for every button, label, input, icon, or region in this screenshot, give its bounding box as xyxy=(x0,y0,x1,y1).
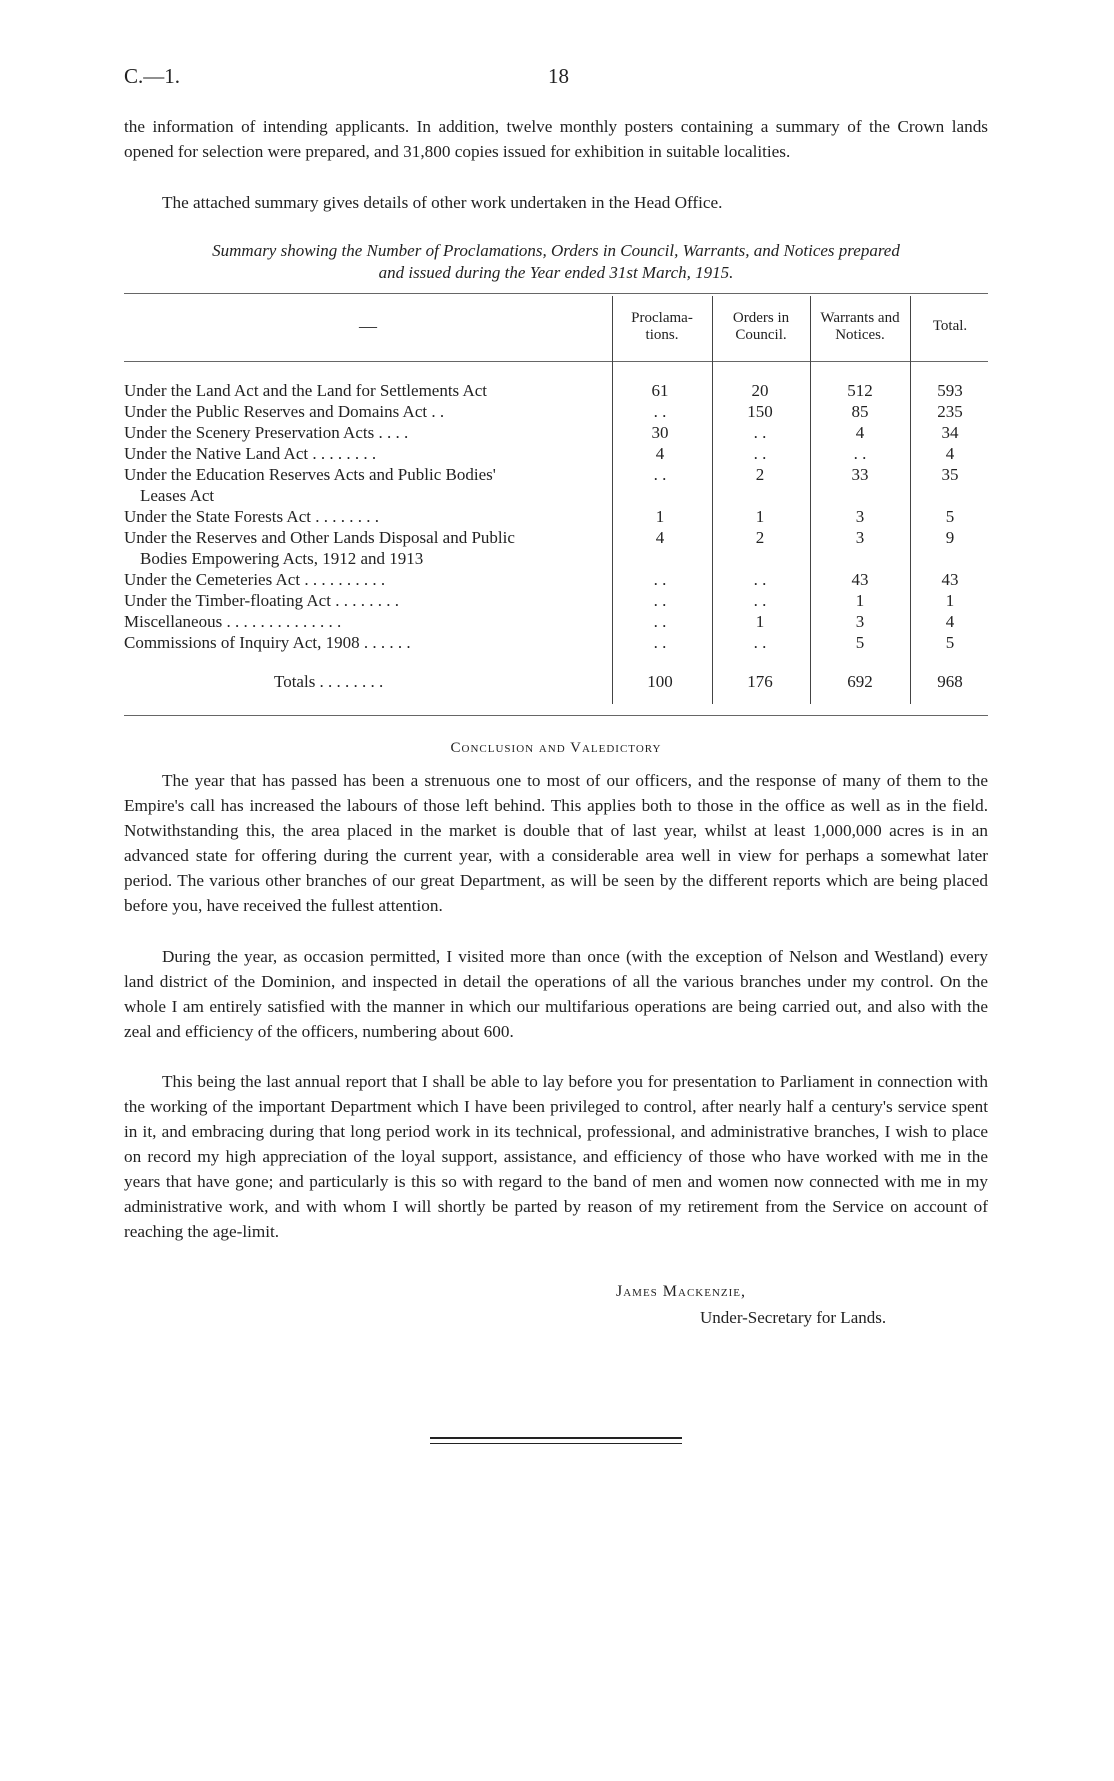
end-rule xyxy=(430,1443,682,1444)
end-rule xyxy=(430,1437,682,1439)
column-header-proclamations xyxy=(612,310,712,344)
table-cell-warrants: 43 xyxy=(851,570,869,589)
table-cell-orders: 1 xyxy=(755,612,765,631)
table-cell-proclamations: . . xyxy=(653,465,667,484)
column-header-total: Total. xyxy=(932,318,968,334)
table-cell-total: 5 xyxy=(945,633,955,652)
intro-paragraph: the information of intending applicants. In addition, twelve monthly posters containing a summary of the Crown lands opened for selection were prepared, and 31,800 copies issued for exhibition in suitable localities. xyxy=(124,117,988,161)
column-header-description: — xyxy=(359,316,377,336)
table-cell-orders: 20 xyxy=(751,381,769,400)
table-cell-total: 593 xyxy=(937,381,963,400)
conclusion-paragraph-1: The year that has passed has been a strenuous one to most of our officers, and the response of many of them to the Empire's call has increased the labours of those left behind. This applies both to those in the office as well as in the field. Notwithstanding this, the area placed in the market is double that of last year, whilst at least 1,000,000 acres is in an advanced state for offering during the current year, with a considerable area well in view for perhaps a somewhat later period. The various other branches of our great Department, as will be seen by the different reports which are being placed before you, have received the fullest attention. xyxy=(124,771,988,915)
table-totals-label: Totals . . . . . . . . xyxy=(274,672,384,691)
table-cell-warrants: 3 xyxy=(855,528,865,547)
table-cell-proclamations: 30 xyxy=(651,423,669,442)
column-header-line: Notices. xyxy=(835,327,885,343)
table-row-label: Under the Public Reserves and Domains Act . . xyxy=(124,402,445,421)
table-cell-proclamations: 4 xyxy=(655,528,665,547)
table-cell-total: 35 xyxy=(941,465,959,484)
table-cell-warrants: 1 xyxy=(855,591,865,610)
conclusion-paragraph-3: This being the last annual report that I shall be able to lay before you for presentation to Parliament in connection with the working of the important Department which I have been privileged to control, after nearly half a century's service spent in it, and embracing during that long period work in its technical, professional, and administrative branches, I wish to place on record my high appreciation of the loyal support, assistance, and efficiency of those who have worked with me in the years that have gone; and particularly is this so with regard to the band of men and women now connected with me in my administrative work, and with whom I will shortly be parted by reason of my retirement from the Service on account of reaching the age-limit. xyxy=(124,1072,988,1241)
table-row-label: Under the Native Land Act . . . . . . . . xyxy=(124,444,377,463)
table-bottom-rule xyxy=(124,715,988,716)
table-cell-orders: . . xyxy=(753,591,767,610)
table-row-label: Miscellaneous . . . . . . . . . . . . . . xyxy=(124,612,342,631)
signatory-title: Under-Secretary for Lands. xyxy=(700,1308,887,1327)
column-header-warrants xyxy=(810,310,910,344)
table-row-label: Under the Cemeteries Act . . . . . . . . . . xyxy=(124,570,386,589)
table-row-label: Under the State Forests Act . . . . . . . . xyxy=(124,507,379,526)
table-cell-orders: . . xyxy=(753,423,767,442)
table-row-label-continued: Bodies Empowering Acts, 1912 and 1913 xyxy=(140,549,424,568)
column-header-line: Warrants and xyxy=(820,310,900,326)
table-cell-orders: . . xyxy=(753,444,767,463)
page-number: 18 xyxy=(548,64,569,88)
table-top-rule xyxy=(124,293,988,294)
table-cell-total: 34 xyxy=(941,423,959,442)
table-cell-proclamations: . . xyxy=(653,570,667,589)
signatory-name: James Mackenzie, xyxy=(616,1283,747,1300)
table-cell-total: 4 xyxy=(945,612,955,631)
table-cell-total: 235 xyxy=(937,402,963,421)
table-cell-orders: 2 xyxy=(755,528,765,547)
column-header-line: Council. xyxy=(735,327,787,343)
table-caption-line-2: and issued during the Year ended 31st March, 1915. xyxy=(378,263,734,282)
table-cell-proclamations: 61 xyxy=(651,381,669,400)
table-row-label: Under the Timber-floating Act . . . . . . . . xyxy=(124,591,399,610)
table-cell-total: 4 xyxy=(945,444,955,463)
table-cell-orders: . . xyxy=(753,633,767,652)
table-caption-line-1: Summary showing the Number of Proclamations, Orders in Council, Warrants, and Notices prepared xyxy=(212,241,900,260)
table-grand-total: 968 xyxy=(937,672,963,691)
table-cell-proclamations: 4 xyxy=(655,444,665,463)
table-cell-proclamations: . . xyxy=(653,612,667,631)
table-row-label: Commissions of Inquiry Act, 1908 . . . . . . xyxy=(124,633,411,652)
table-cell-warrants: 3 xyxy=(855,612,865,631)
table-row-label: Under the Education Reserves Acts and Public Bodies' xyxy=(124,465,496,484)
table-cell-proclamations: . . xyxy=(653,591,667,610)
table-total-warrants: 692 xyxy=(847,672,873,691)
table-row-label: Under the Land Act and the Land for Settlements Act xyxy=(124,381,488,400)
table-cell-proclamations: . . xyxy=(653,633,667,652)
table-cell-warrants: 4 xyxy=(855,423,865,442)
table-cell-total: 5 xyxy=(945,507,955,526)
table-header-rule xyxy=(124,361,988,362)
table-row-label: Under the Scenery Preservation Acts . . . . xyxy=(124,423,409,442)
column-header-orders xyxy=(712,310,810,344)
table-cell-orders: . . xyxy=(753,570,767,589)
table-cell-warrants: 33 xyxy=(851,465,869,484)
table-cell-total: 43 xyxy=(941,570,959,589)
table-cell-warrants: 85 xyxy=(851,402,869,421)
table-cell-orders: 150 xyxy=(747,402,773,421)
column-header-line: Orders in xyxy=(732,310,790,326)
conclusion-paragraph-2: During the year, as occasion permitted, I visited more than once (with the exception of Nelson and Westland) every land district of the Dominion, and inspected in detail the operations of all the various branches under my control. On the whole I am entirely satisfied with the manner in which our multifarious operations are being carried out, and also with the zeal and efficiency of the officers, numbering about 600. xyxy=(124,947,988,1041)
table-row-label-continued: Leases Act xyxy=(140,486,215,505)
table-row-label: Under the Reserves and Other Lands Disposal and Public xyxy=(124,528,515,547)
table-cell-total: 1 xyxy=(945,591,955,610)
table-total-orders: 176 xyxy=(747,672,773,691)
table-cell-orders: 1 xyxy=(755,507,765,526)
section-heading: Conclusion and Valedictory xyxy=(450,740,662,756)
table-cell-proclamations: 1 xyxy=(655,507,665,526)
table-cell-warrants: 512 xyxy=(847,381,873,400)
table-total-proclamations: 100 xyxy=(647,672,673,691)
column-header-line: Proclama- xyxy=(631,310,693,326)
table-cell-total: 9 xyxy=(945,528,955,547)
column-header-line: tions. xyxy=(645,327,679,343)
table-cell-warrants: 5 xyxy=(855,633,865,652)
table-cell-orders: 2 xyxy=(755,465,765,484)
table-caption xyxy=(124,240,988,284)
report-reference: C.—1. xyxy=(124,64,181,88)
intro-paragraph-2: The attached summary gives details of other work undertaken in the Head Office. xyxy=(162,193,723,212)
table-cell-warrants: . . xyxy=(853,444,867,463)
table-cell-warrants: 3 xyxy=(855,507,865,526)
table-cell-proclamations: . . xyxy=(653,402,667,421)
